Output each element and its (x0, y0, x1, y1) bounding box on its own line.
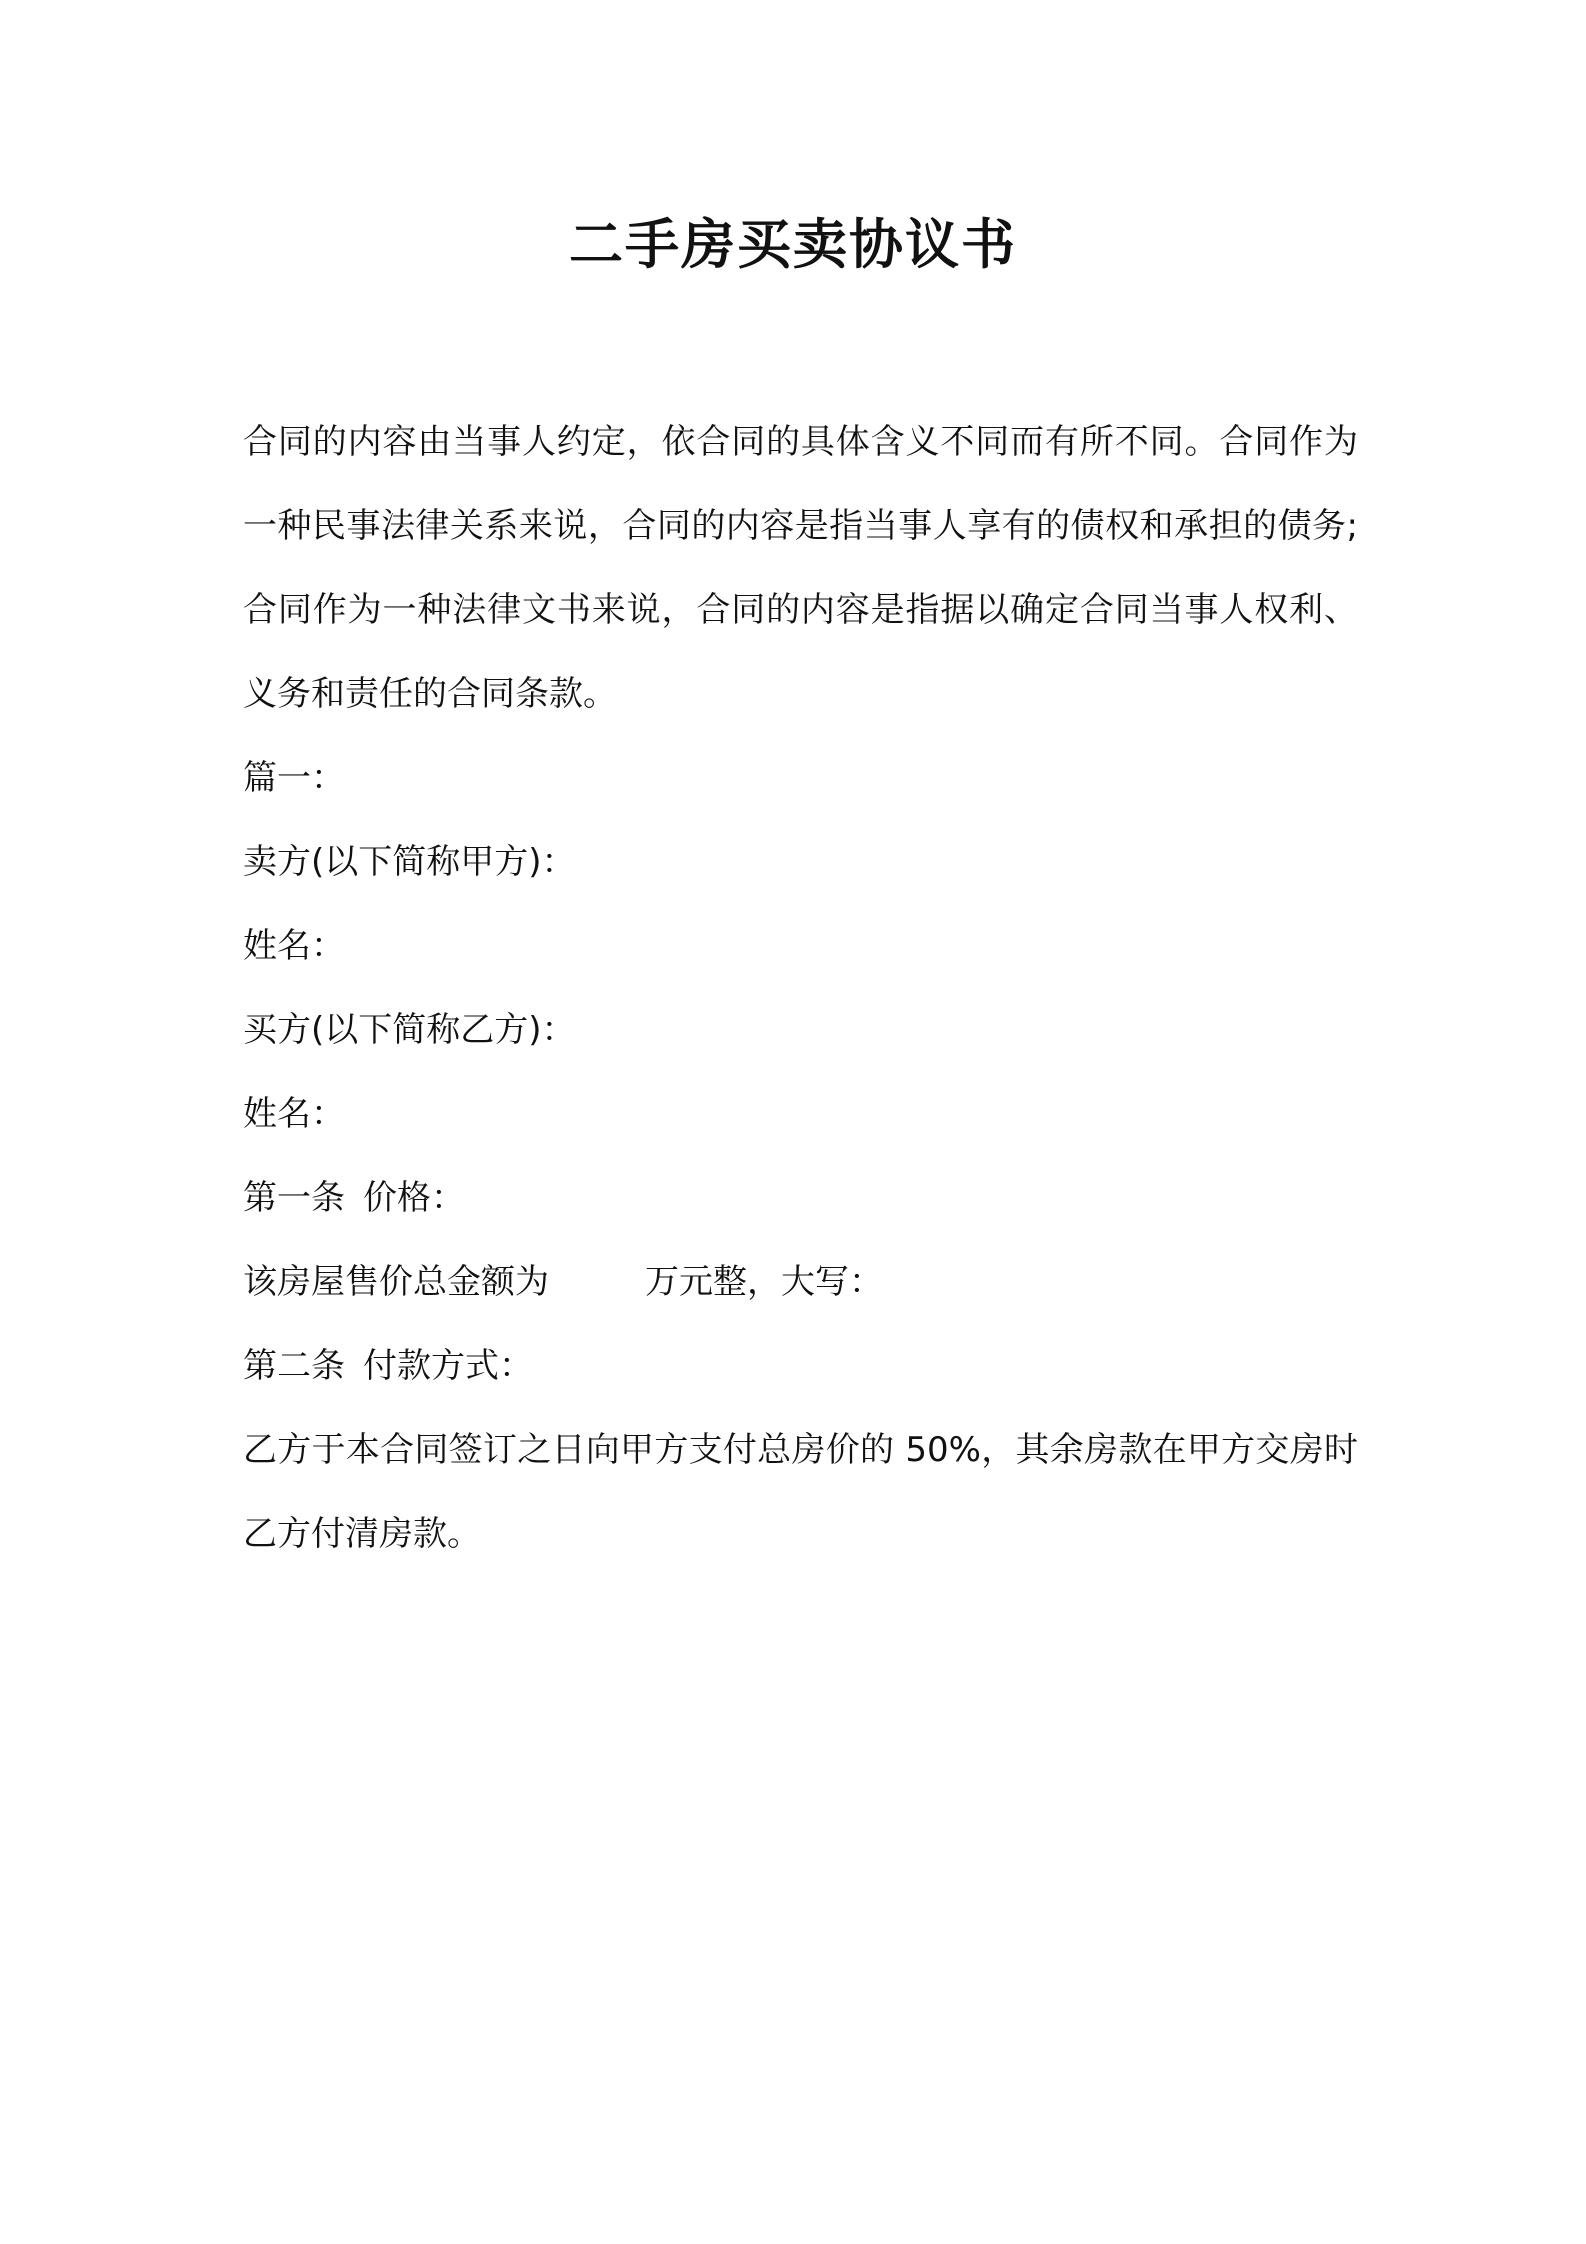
article-2-heading (243, 1324, 1358, 1408)
payment-paragraph: 乙方于本合同签订之日向甲方支付总房价的 50%，其余房款在甲方交房时乙方付清房款。 (243, 1430, 1358, 1554)
article-1-number: 第一条 (243, 1178, 345, 1218)
intro-paragraph: 合同的内容由当事人约定，依合同的具体含义不同而有所不同。合同作为一种民事法律关系来说，合同的内容是指当事人享有的债权和承担的债务;合同作为一种法律文书来说，合同的内容是指据以确定合同当事人权利、义务和责任的合同条款。 (243, 422, 1358, 714)
seller-label: 卖方(以下简称甲方)： (243, 842, 576, 882)
section-label: 篇一： (243, 758, 345, 798)
price-suffix: 万元整，大写： (645, 1262, 883, 1302)
article-2-number: 第二条 (243, 1346, 345, 1386)
article-2-title: 付款方式： (363, 1346, 533, 1386)
price-line (243, 1240, 1358, 1324)
article-1-title: 价格： (363, 1178, 465, 1218)
document-title: 二手房买卖协议书 (569, 213, 1017, 276)
buyer-name-label: 姓名： (243, 1094, 345, 1134)
price-prefix: 该房屋售价总金额为 (243, 1262, 549, 1302)
buyer-label: 买方(以下简称乙方)： (243, 1010, 576, 1050)
article-1-heading (243, 1156, 1358, 1240)
document-body (243, 400, 1358, 1576)
seller-name-label: 姓名： (243, 926, 345, 966)
